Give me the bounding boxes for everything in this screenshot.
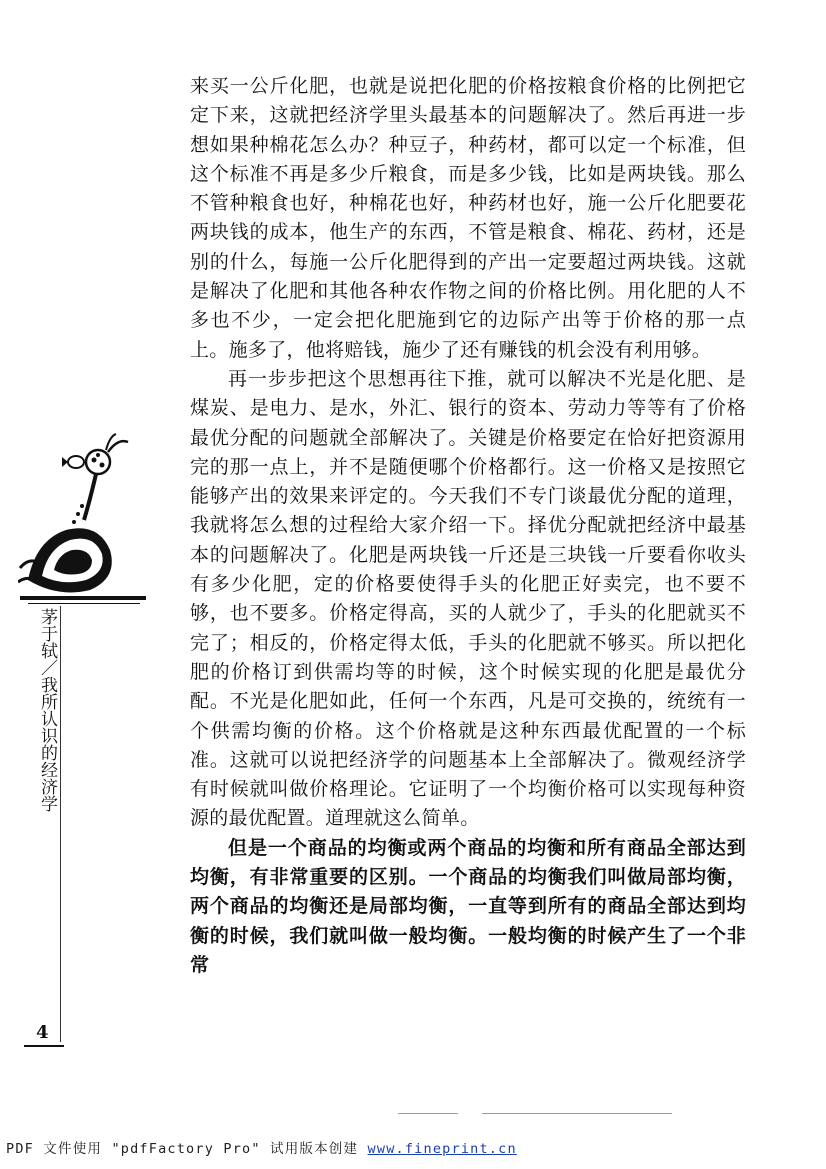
paragraph-3: 但是一个商品的均衡或两个商品的均衡和所有商品全部达到均衡，有非常重要的区别。一个商品的均衡我们叫做局部均衡，两个商品的均衡还是局部均衡，一直等到所有的商品全部达到均衡的时候，我们就叫做一般均衡。一般均衡的时候产生了一个非常 (190, 836, 746, 976)
pdf-footer (6, 1137, 517, 1157)
bird-ornament-illustration (18, 430, 138, 600)
sidebar-rule-thick (20, 596, 146, 600)
footer-prefix: PDF 文件使用 "pdfFactory Pro" 试用版本创建 (6, 1141, 368, 1157)
page-number-underline (24, 1045, 64, 1047)
sidebar-rule-thin (28, 603, 140, 604)
fineprint-link[interactable]: www.fineprint.cn (367, 1141, 517, 1157)
scan-artifact-line (482, 1113, 672, 1114)
page-number: 4 (36, 1022, 49, 1043)
running-head-vertical: 茅于轼／我所认识的经济学 (37, 608, 57, 812)
scan-artifact-line (398, 1113, 458, 1114)
paragraph-1: 来买一公斤化肥，也就是说把化肥的价格按粮食价格的比例把它定下来，这就把经济学里头最基本的问题解决了。然后再进一步想如果种棉花怎么办？种豆子，种药材，都可以定一个标准，但这个标准不再是多少斤粮食，而是多少钱，比如是两块钱。那么不管种粮食也好，种棉花也好，种药材也好，施一公斤化肥要花两块钱的成本，他生产的东西，不管是粮食、棉花、药材，还是别的什么，每施一公斤化肥得到的产出一定要超过两块钱。这就是解决了化肥和其他各种农作物之间的价格比例。用化肥的人不多也不少，一定会把化肥施到它的边际产出等于价格的那一点上。施多了，他将赔钱，施少了还有赚钱的机会没有利用够。 (190, 75, 746, 361)
body-text (190, 72, 746, 980)
sidebar-vertical-rule (60, 606, 61, 1042)
paragraph-2: 再一步步把这个思想再往下推，就可以解决不光是化肥、是煤炭、是电力、是水，外汇、银行的资本、劳动力等等有了价格最优分配的问题就全部解决了。关键是价格要定在恰好把资源用完的那一点上，并不是随便哪个价格都行。这一价格又是按照它能够产出的效果来评定的。今天我们不专门谈最优分配的道理，我就将怎么想的过程给大家介绍一下。择优分配就把经济中最基本的问题解决了。化肥是两块钱一斤还是三块钱一斤要看你收头有多少化肥，定的价格要使得手头的化肥正好卖完，也不要不够，也不要多。价格定得高，买的人就少了，手头的化肥就买不完了；相反的，价格定得太低，手头的化肥就不够买。所以把化肥的价格订到供需均等的时候，这个时候实现的化肥是最优分配。不光是化肥如此，任何一个东西，凡是可交换的，统统有一个供需均衡的价格。这个价格就是这种东西最优配置的一个标准。这就可以说把经济学的问题基本上全部解决了。微观经济学有时候就叫做价格理论。它证明了一个均衡价格可以实现每种资源的最优配置。道理就这么简单。 (190, 367, 746, 830)
